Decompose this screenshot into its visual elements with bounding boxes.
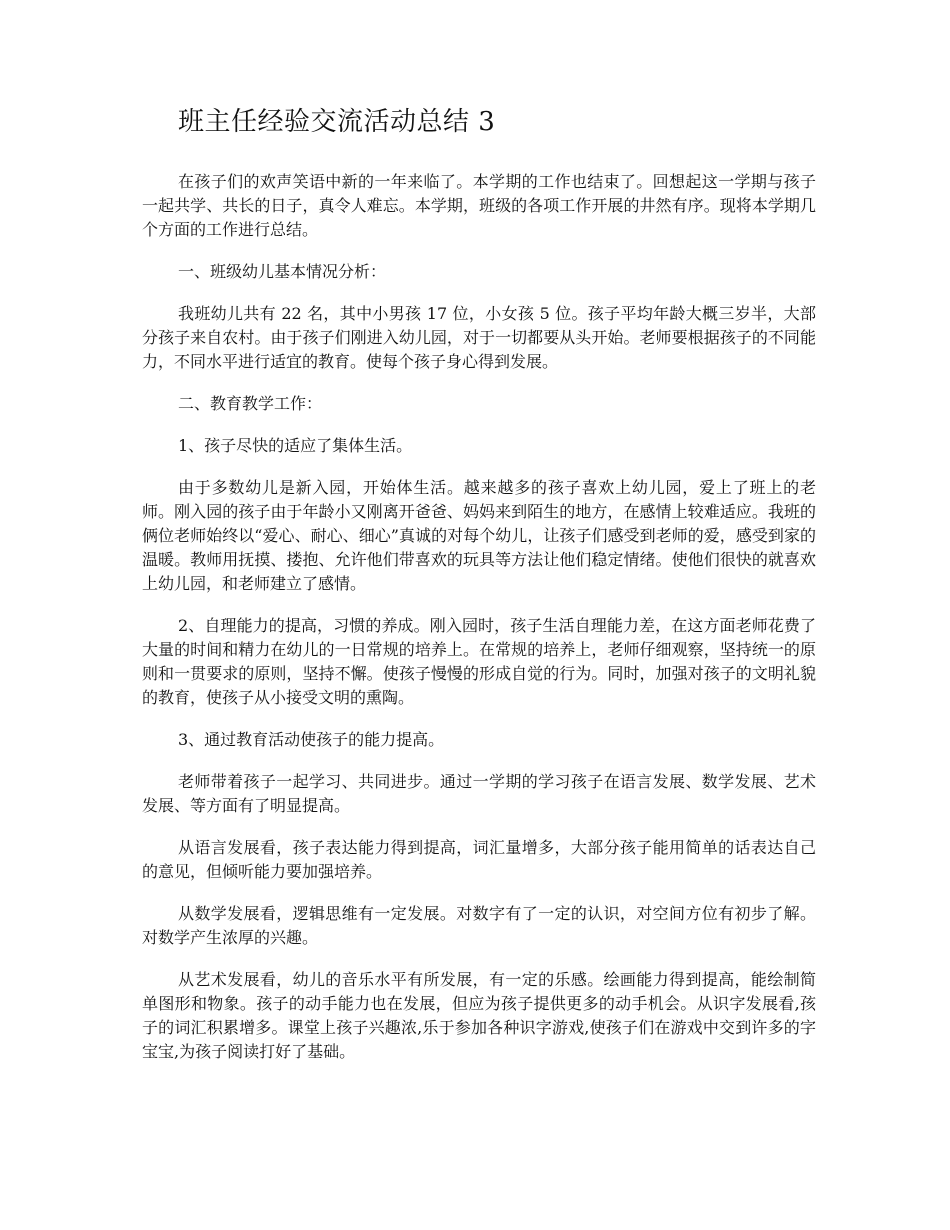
paragraph-learning-progress: 老师带着孩子一起学习、共同进步。通过一学期的学习孩子在语言发展、数学发展、艺术发展、等方面有了明显提高。 [142, 772, 816, 815]
paragraph-intro: 在孩子们的欢声笑语中新的一年来临了。本学期的工作也结束了。回想起这一学期与孩子一起共学、共长的日子，真令人难忘。本学期，班级的各项工作开展的井然有序。现将本学期几个方面的工作进行总结。 [142, 172, 816, 239]
section-heading-class-analysis: 一、班级幼儿基本情况分析： [178, 262, 387, 281]
paragraph-adapt-collective-life: 由于多数幼儿是新入园，开始体生活。越来越多的孩子喜欢上幼儿园，爱上了班上的老师。刚入园的孩子由于年龄小又刚离开爸爸、妈妈来到陌生的地方，在感情上较难适应。我班的俩位老师始终以“爱心、耐心、细心”真诚的对每个幼儿，让孩子们感受到老师的爱，感受到家的温暖。教师用抚摸、搂抱、允许他们带喜欢的玩具等方法让他们稳定情绪。使他们很快的就喜欢上幼儿园，和老师建立了感情。 [142, 478, 816, 593]
paragraph-math-development: 从数学发展看，逻辑思维有一定发展。对数字有了一定的认识，对空间方位有初步了解。对数学产生浓厚的兴趣。 [142, 904, 816, 947]
paragraph-self-care-habits: 2、自理能力的提高，习惯的养成。刚入园时，孩子生活自理能力差，在这方面老师花费了大量的时间和精力在幼儿的一日常规的培养上。在常规的培养上，老师仔细观察，坚持统一的原则和一贯要求的原则，坚持不懈。使孩子慢慢的形成自觉的行为。同时，加强对孩子的文明礼貌的教育，使孩子从小接受文明的熏陶。 [142, 616, 816, 707]
paragraph-language-development: 从语言发展看，孩子表达能力得到提高，词汇量增多，大部分孩子能用简单的话表达自己的意见，但倾听能力要加强培养。 [142, 838, 816, 881]
document-title: 班主任经验交流活动总结 3 [178, 107, 496, 137]
document-body [142, 170, 816, 1082]
section-heading-teaching-work: 二、教育教学工作： [178, 394, 323, 413]
paragraph-art-development: 从艺术发展看，幼儿的音乐水平有所发展，有一定的乐感。绘画能力得到提高，能绘制简单图形和物象。孩子的动手能力也在发展，但应为孩子提供更多的动手机会。从识字发展看,孩子的词汇积累增多。课堂上孩子兴趣浓,乐于参加各种识字游戏,使孩子们在游戏中交到许多的字宝宝,为孩子阅读打好了基础。 [142, 970, 816, 1061]
paragraph-class-analysis: 我班幼儿共有 22 名，其中小男孩 17 位，小女孩 5 位。孩子平均年龄大概三岁半，大部分孩子来自农村。由于孩子们刚进入幼儿园，对于一切都要从头开始。老师要根据孩子的不同能力，不同水平进行适宜的教育。使每个孩子身心得到发展。 [142, 304, 816, 371]
subheading-adapt-collective-life: 1、孩子尽快的适应了集体生活。 [178, 436, 413, 455]
subheading-ability-improvement: 3、通过教育活动使孩子的能力提高。 [178, 730, 445, 749]
